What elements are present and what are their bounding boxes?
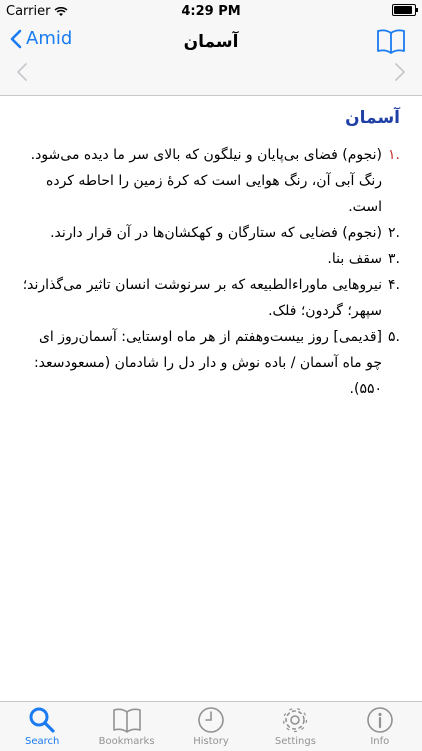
- tab-info[interactable]: [338, 702, 422, 751]
- definition-text: سقف بنا.: [327, 251, 383, 267]
- status-bar: [0, 0, 422, 22]
- definition-number: .۳: [388, 251, 400, 267]
- definition-item: [20, 272, 400, 324]
- definition-text: [قدیمی] روز بیست‌وهفتم از هر ماه اوستایی: آسمان‌روز ای چو ماه آسمان / باده نوش و دار دل را شادمان (مسعودسعد: ۵۵۰).: [33, 329, 383, 397]
- entry-headword: آسمان: [345, 108, 400, 128]
- page-title: آسمان: [183, 32, 239, 52]
- tab-settings[interactable]: [253, 702, 337, 751]
- tab-history[interactable]: [169, 702, 253, 751]
- entry-content: [0, 96, 422, 696]
- tab-label: Settings: [274, 736, 316, 747]
- tab-label: History: [193, 736, 229, 747]
- status-time: 4:29 PM: [181, 4, 241, 19]
- definition-number: .۲: [388, 225, 400, 241]
- previous-entry-button[interactable]: [16, 62, 28, 86]
- book-icon: [376, 28, 406, 54]
- tab-label: Search: [25, 736, 60, 747]
- definition-number: .۵: [388, 329, 400, 345]
- definition-number: .۱: [388, 147, 400, 163]
- definition-text: نیروهایی ماوراءالطبیعه که بر سرنوشت انسان تاثیر می‌گذارند؛ سپهر؛ گردون؛ فلک.: [22, 277, 383, 319]
- battery-icon: [392, 4, 416, 16]
- tab-bar: [0, 701, 422, 751]
- navigation-bar: [0, 22, 422, 96]
- clock-icon: [197, 706, 225, 734]
- carrier-label: Carrier: [6, 4, 51, 19]
- info-icon: [366, 706, 394, 734]
- definition-list: [20, 142, 400, 402]
- gear-icon: [281, 706, 309, 734]
- tab-search[interactable]: [0, 702, 84, 751]
- definition-item: [20, 246, 400, 272]
- definition-text: (نجوم) فضایی که ستارگان و کهکشان‌ها در آن قرار دارند.: [50, 225, 383, 241]
- definition-number: .۴: [388, 277, 400, 293]
- next-entry-button[interactable]: [394, 62, 406, 86]
- search-icon: [28, 706, 56, 734]
- definition-item: [20, 220, 400, 246]
- book-icon: [112, 706, 142, 734]
- definition-item: [20, 142, 400, 220]
- bookmark-button[interactable]: [376, 28, 406, 58]
- back-button-label: Amid: [26, 28, 73, 49]
- tab-label: Bookmarks: [98, 736, 155, 747]
- definition-text: (نجوم) فضای بی‌پایان و نیلگون که بالای سر ما دیده می‌شود. رنگ آبی آن، رنگ هوایی است که کرهٔ زمین را احاطه کرده است.: [30, 147, 383, 215]
- chevron-right-icon: [394, 62, 406, 82]
- tab-label: Info: [370, 736, 390, 747]
- tab-bookmarks[interactable]: [84, 702, 168, 751]
- status-right: [392, 4, 416, 16]
- chevron-left-icon: [16, 62, 28, 82]
- definition-item: [20, 324, 400, 402]
